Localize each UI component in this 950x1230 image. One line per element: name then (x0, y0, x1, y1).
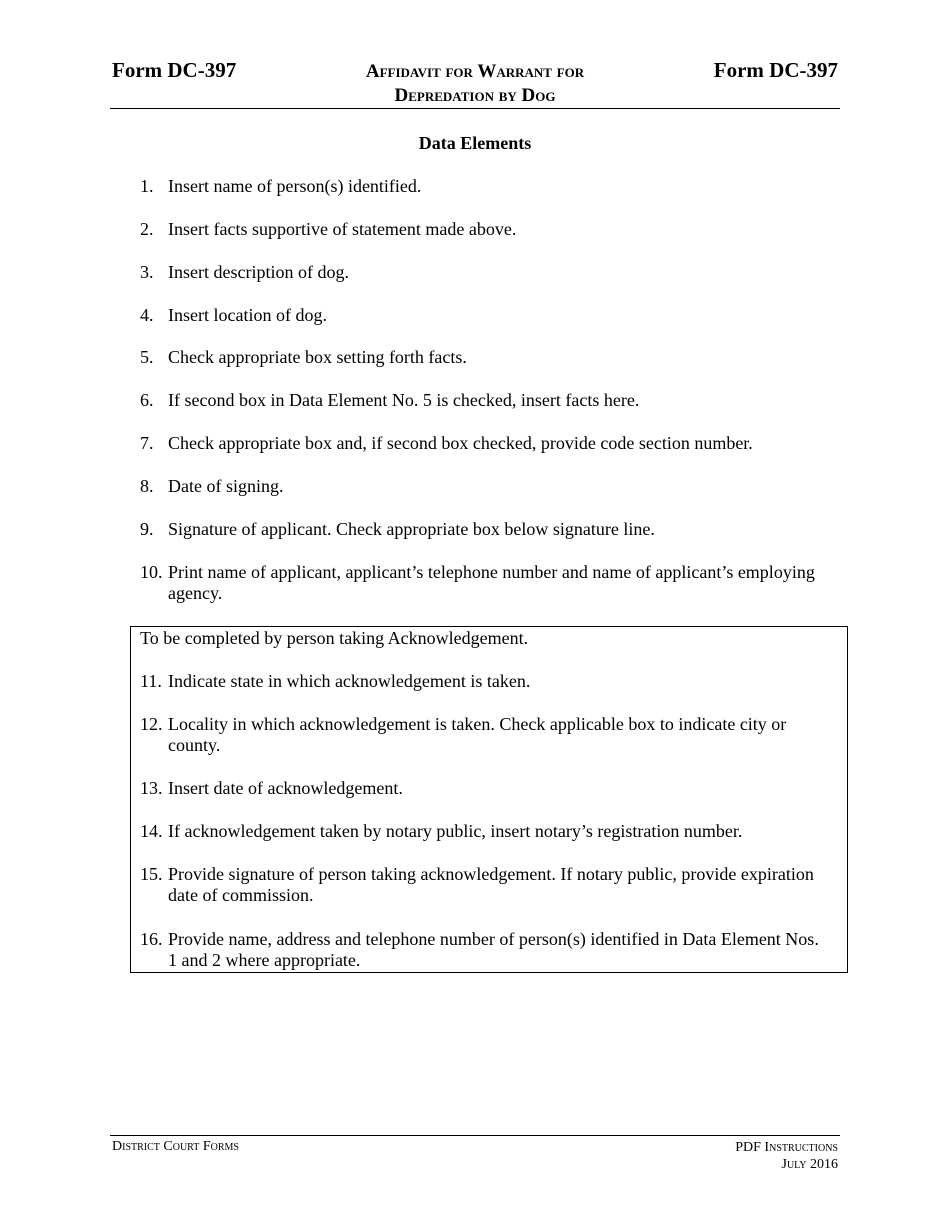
list-item (140, 390, 830, 411)
item-text: Locality in which acknowledgement is taken. Check applicable box to indicate city or county. (168, 714, 787, 755)
item-number: 1. (140, 176, 154, 196)
form-id-right: Form DC-397 (713, 58, 838, 82)
footer-left: District Court Forms (112, 1139, 239, 1154)
item-number: 13. (140, 778, 163, 798)
item-number: 7. (140, 433, 154, 453)
list-item (140, 671, 830, 692)
item-number: 6. (140, 390, 154, 410)
footer-right (735, 1139, 838, 1173)
list-item (140, 262, 830, 283)
item-text: If acknowledgement taken by notary public, insert notary’s registration number. (168, 821, 743, 841)
item-number: 15. (140, 864, 163, 884)
list-item (140, 519, 830, 540)
item-text: Check appropriate box and, if second box checked, provide code section number. (168, 433, 753, 453)
list-item (140, 476, 830, 497)
item-number: 14. (140, 821, 163, 841)
item-text: Provide name, address and telephone number of person(s) identified in Data Element Nos. 1 and 2 where appropriate. (168, 929, 819, 970)
item-text: Provide signature of person taking acknowledgement. If notary public, provide expiration date of commission. (168, 864, 814, 905)
item-text: Insert facts supportive of statement made above. (168, 219, 517, 239)
item-number: 5. (140, 347, 154, 367)
item-number: 2. (140, 219, 154, 239)
list-item (140, 305, 830, 326)
list-item (140, 347, 830, 368)
item-text: Insert date of acknowledgement. (168, 778, 403, 798)
list-item (140, 864, 830, 906)
list-item (140, 714, 830, 756)
list-item (140, 778, 830, 799)
item-number: 8. (140, 476, 154, 496)
item-number: 11. (140, 671, 162, 691)
item-text: If second box in Data Element No. 5 is checked, insert facts here. (168, 390, 640, 410)
form-id-left: Form DC-397 (112, 58, 237, 82)
item-number: 3. (140, 262, 154, 282)
item-text: Insert location of dog. (168, 305, 327, 325)
item-text: Indicate state in which acknowledgement is taken. (168, 671, 531, 691)
page-header (110, 56, 840, 109)
section-heading: Data Elements (418, 133, 532, 153)
list-item (140, 176, 830, 197)
item-text: Check appropriate box setting forth facts. (168, 347, 467, 367)
item-number: 12. (140, 714, 163, 734)
item-text: Date of signing. (168, 476, 284, 496)
document-title (275, 60, 675, 108)
item-text: Insert name of person(s) identified. (168, 176, 422, 196)
item-number: 4. (140, 305, 154, 325)
item-number: 9. (140, 519, 154, 539)
title-line-2: Depredation by Dog (394, 85, 556, 106)
footer-right-line-1: PDF Instructions (735, 1140, 838, 1155)
title-line-1: Affidavit for Warrant for (365, 61, 585, 82)
item-number: 10. (140, 562, 163, 582)
list-item (140, 821, 830, 842)
item-text: Print name of applicant, applicant’s telephone number and name of applicant’s employing agency. (168, 562, 815, 603)
acknowledgement-intro: To be completed by person taking Acknowledgement. (140, 628, 529, 648)
list-item (140, 219, 830, 240)
footer-right-line-2: July 2016 (781, 1157, 838, 1172)
item-text: Signature of applicant. Check appropriate box below signature line. (168, 519, 655, 539)
list-item (140, 929, 830, 971)
item-number: 16. (140, 929, 163, 949)
list-item (140, 433, 830, 454)
list-item (140, 562, 830, 604)
item-text: Insert description of dog. (168, 262, 349, 282)
footer-divider (110, 1135, 840, 1136)
